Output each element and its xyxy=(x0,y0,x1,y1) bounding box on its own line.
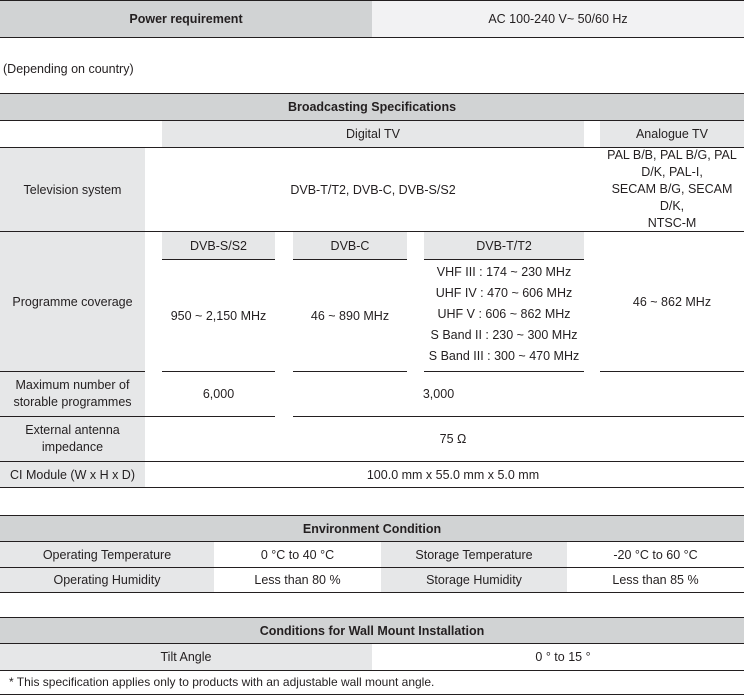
analogue-tv-header: Analogue TV xyxy=(600,121,744,147)
television-system-analogue: PAL B/B, PAL B/G, PAL D/K, PAL-I, SECAM B/G, SECAM D/K, NTSC-M xyxy=(607,148,737,230)
operating-humidity-value: Less than 80 % xyxy=(254,573,341,587)
television-system-digital: DVB-T/T2, DVB-C, DVB-S/S2 xyxy=(290,182,456,197)
power-value: AC 100-240 V~ 50/60 Hz xyxy=(372,1,744,37)
operating-temperature-value: 0 °C to 40 °C xyxy=(260,547,335,562)
storage-temperature-value: -20 °C to 60 °C xyxy=(613,547,698,562)
storage-humidity-value: Less than 85 % xyxy=(612,573,699,587)
environment-title: Environment Condition xyxy=(0,516,744,541)
wall-mount-title: Conditions for Wall Mount Installation xyxy=(0,618,744,643)
depending-on-country-note: (Depending on country) xyxy=(3,62,134,76)
power-bottom-rule xyxy=(0,37,744,38)
antenna-impedance-label: External antenna impedance xyxy=(25,423,120,454)
max-programmes-label: Maximum number of storable programmes xyxy=(13,378,132,409)
dvb-t-band-item: UHF IV : 470 ~ 606 MHz xyxy=(435,286,573,300)
footnote: * This specification applies only to products with an adjustable wall mount angle. xyxy=(9,675,435,689)
footnote-rule xyxy=(0,694,744,695)
dvb-t-coverage-list xyxy=(424,262,584,370)
dvb-t-header: DVB-T/T2 xyxy=(424,232,584,259)
ci-module-value: 100.0 mm x 55.0 mm x 5.0 mm xyxy=(366,467,540,482)
operating-humidity-label: Operating Humidity xyxy=(0,568,214,592)
max-programmes-dvb-s: 6,000 xyxy=(202,387,235,401)
antenna-impedance-value: 75 Ω xyxy=(439,432,467,446)
television-system-label: Television system xyxy=(23,182,122,197)
tilt-angle-label: Tilt Angle xyxy=(0,644,372,670)
coverage-rule-analogue xyxy=(600,371,744,372)
operating-temperature-label: Operating Temperature xyxy=(0,542,214,567)
dvb-t-header-rule xyxy=(424,259,584,260)
dvb-s-coverage: 950 ~ 2,150 MHz xyxy=(170,308,267,323)
broadcasting-title: Broadcasting Specifications xyxy=(0,94,744,120)
dvb-t-band-item: S Band II : 230 ~ 300 MHz xyxy=(430,328,578,342)
ci-module-label: CI Module (W x H x D) xyxy=(9,467,135,482)
analogue-coverage: 46 ~ 862 MHz xyxy=(632,294,712,309)
dvb-s-header: DVB-S/S2 xyxy=(162,232,275,259)
dvb-t-band-item: S Band III : 300 ~ 470 MHz xyxy=(428,349,580,363)
max-programmes-dvb-ct: 3,000 xyxy=(422,387,455,401)
broadcast-bottom-rule xyxy=(0,487,744,488)
env-bottom-rule xyxy=(0,592,744,593)
wall-bottom-rule xyxy=(0,670,744,671)
digital-tv-header: Digital TV xyxy=(162,121,584,147)
storage-temperature-label: Storage Temperature xyxy=(381,542,567,567)
dvb-c-coverage: 46 ~ 890 MHz xyxy=(310,308,390,323)
programme-coverage-label: Programme coverage xyxy=(12,294,133,309)
dvb-t-band-item: VHF III : 174 ~ 230 MHz xyxy=(436,265,572,279)
dvb-t-band-item: UHF V : 606 ~ 862 MHz xyxy=(437,307,571,321)
power-label: Power requirement xyxy=(0,1,372,37)
tilt-angle-value: 0 ° to 15 ° xyxy=(535,650,591,664)
dvb-c-header: DVB-C xyxy=(293,232,407,259)
storage-humidity-label: Storage Humidity xyxy=(381,568,567,592)
